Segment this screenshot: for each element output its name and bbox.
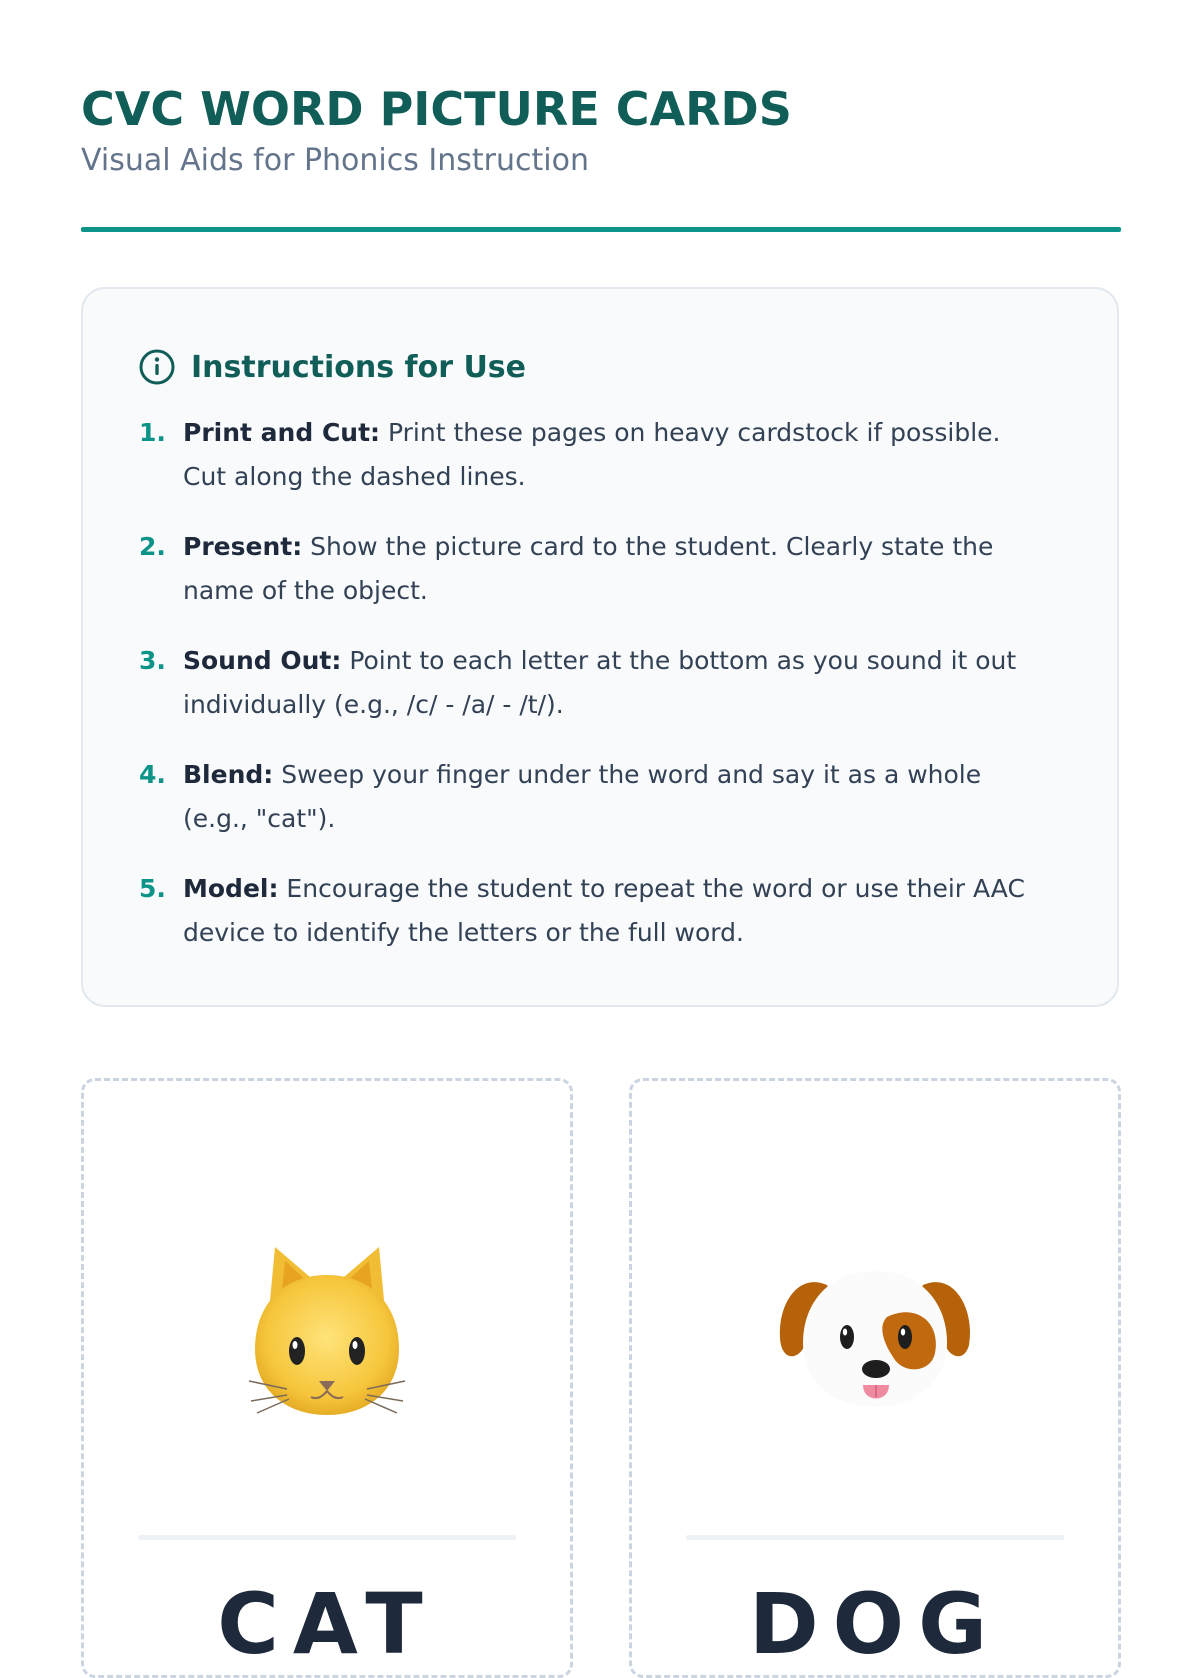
step-text [183, 753, 1061, 841]
step-description: Print these pages on heavy cardstock if possible. Cut along the dashed lines. [183, 418, 1001, 491]
card-divider [686, 1535, 1064, 1540]
cat-face-icon [84, 1231, 570, 1431]
step-number: 5. [139, 874, 166, 903]
step-label: Present: [183, 532, 303, 561]
card-divider [138, 1535, 516, 1540]
instruction-step [139, 867, 1061, 955]
instruction-step [139, 525, 1061, 613]
instruction-steps [139, 411, 1061, 955]
step-number: 1. [139, 418, 166, 447]
step-text [183, 411, 1061, 499]
step-label: Print and Cut: [183, 418, 381, 447]
step-text [183, 867, 1061, 955]
step-label: Blend: [183, 760, 274, 789]
dog-face-icon [632, 1231, 1118, 1431]
header-divider [81, 227, 1121, 232]
step-number: 2. [139, 532, 166, 561]
info-icon [139, 349, 175, 385]
step-number: 4. [139, 760, 166, 789]
instructions-panel [81, 287, 1119, 1007]
instructions-header [139, 347, 1061, 387]
page-title: CVC WORD PICTURE CARDS [81, 82, 792, 136]
step-description: Point to each letter at the bottom as you sound it out individually (e.g., /c/ - /a/ - /t/). [183, 646, 1017, 719]
page-header [81, 82, 1121, 178]
instruction-step [139, 639, 1061, 727]
step-description: Sweep your finger under the word and say it as a whole (e.g., "cat"). [183, 760, 982, 833]
step-label: Sound Out: [183, 646, 342, 675]
page-subtitle: Visual Aids for Phonics Instruction [81, 143, 589, 178]
picture-card-dog [629, 1078, 1121, 1678]
picture-cards [81, 1078, 1121, 1673]
instruction-step [139, 411, 1061, 499]
instruction-step [139, 753, 1061, 841]
card-word: DOG [748, 1575, 1002, 1673]
step-label: Model: [183, 874, 279, 903]
step-number: 3. [139, 646, 166, 675]
step-text [183, 525, 1061, 613]
card-word: CAT [217, 1575, 437, 1673]
picture-card-cat [81, 1078, 573, 1678]
step-description: Show the picture card to the student. Clearly state the name of the object. [183, 532, 994, 605]
step-description: Encourage the student to repeat the word or use their AAC device to identify the letters or the full word. [183, 874, 1025, 947]
instructions-title: Instructions for Use [191, 349, 527, 385]
step-text [183, 639, 1061, 727]
